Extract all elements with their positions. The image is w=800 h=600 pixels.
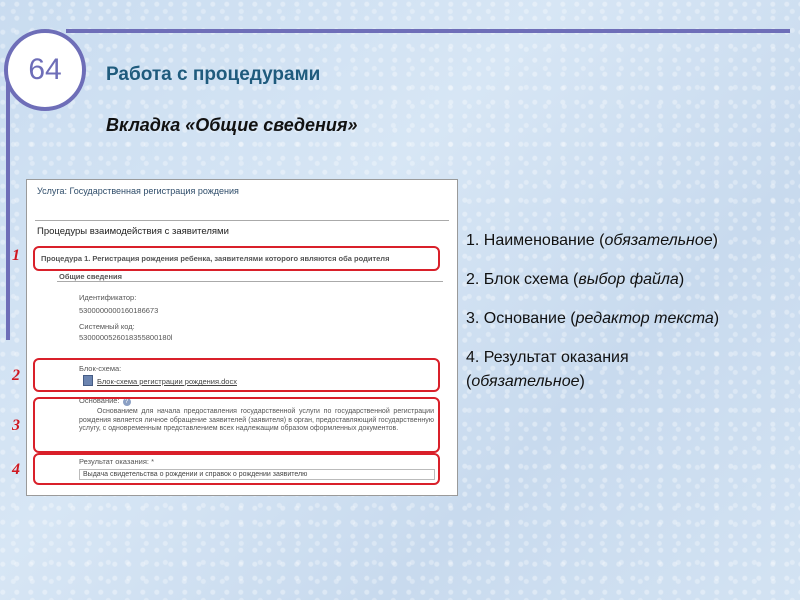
- block-scheme-label: Блок-схема:: [79, 364, 122, 373]
- identifier-value: 5300000000160186673: [79, 306, 159, 315]
- highlight-box-1: [33, 246, 440, 271]
- left-decor-line: [6, 60, 10, 340]
- field-description-list: [466, 229, 791, 409]
- procedures-heading: Процедуры взаимодействия с заявителями: [37, 226, 229, 237]
- divider: [35, 220, 449, 221]
- identifier-label: Идентификатор:: [79, 293, 137, 302]
- system-code-value: 5300000526018355800180l: [79, 333, 173, 342]
- marker-2: 2: [12, 367, 20, 384]
- slide-number-circle: [4, 29, 86, 111]
- marker-4: 4: [12, 461, 20, 478]
- highlight-box-4: [33, 453, 440, 485]
- marker-3: 3: [12, 417, 20, 434]
- basis-label: Основание:: [79, 396, 120, 405]
- slide-title: Работа с процедурами: [106, 64, 321, 85]
- list-item: 4. Результат оказания (обязательное): [466, 349, 629, 390]
- marker-1: 1: [12, 247, 20, 264]
- service-title: Услуга: Государственная регистрация рождения: [37, 186, 239, 196]
- list-item: 1. Наименование (обязательное): [466, 232, 718, 249]
- general-section-label: Общие сведения: [59, 272, 122, 281]
- help-icon[interactable]: ?: [123, 398, 131, 406]
- divider: [57, 281, 443, 282]
- top-decor-line: [66, 29, 790, 33]
- list-item: 3. Основание (редактор текста): [466, 310, 720, 327]
- slide-subtitle: Вкладка «Общие сведения»: [106, 115, 358, 135]
- list-item: 2. Блок схема (выбор файла): [466, 271, 685, 288]
- result-field[interactable]: Выдача свидетельства о рождении и справок о рождении заявителю: [79, 469, 435, 480]
- block-scheme-file-link[interactable]: Блок-схема регистрации рождения.docx: [97, 377, 237, 386]
- basis-text-editor[interactable]: Основанием для начала предоставления государственной услуги по государственной регистрации рождения является личное обращение заявителей (заявителя) в орган, предоставляющий государственную услугу, с одновременным представлением всех надлежащим образом оформленных документов.: [79, 408, 434, 432]
- slide-number: 64: [28, 53, 62, 86]
- highlight-box-3: [33, 397, 440, 453]
- result-label: Результат оказания: *: [79, 457, 154, 466]
- system-code-label: Системный код:: [79, 322, 135, 331]
- procedure-title: Процедура 1. Регистрация рождения ребенка, заявителями которого являются оба родителя: [41, 254, 390, 263]
- highlight-box-2: [33, 358, 440, 392]
